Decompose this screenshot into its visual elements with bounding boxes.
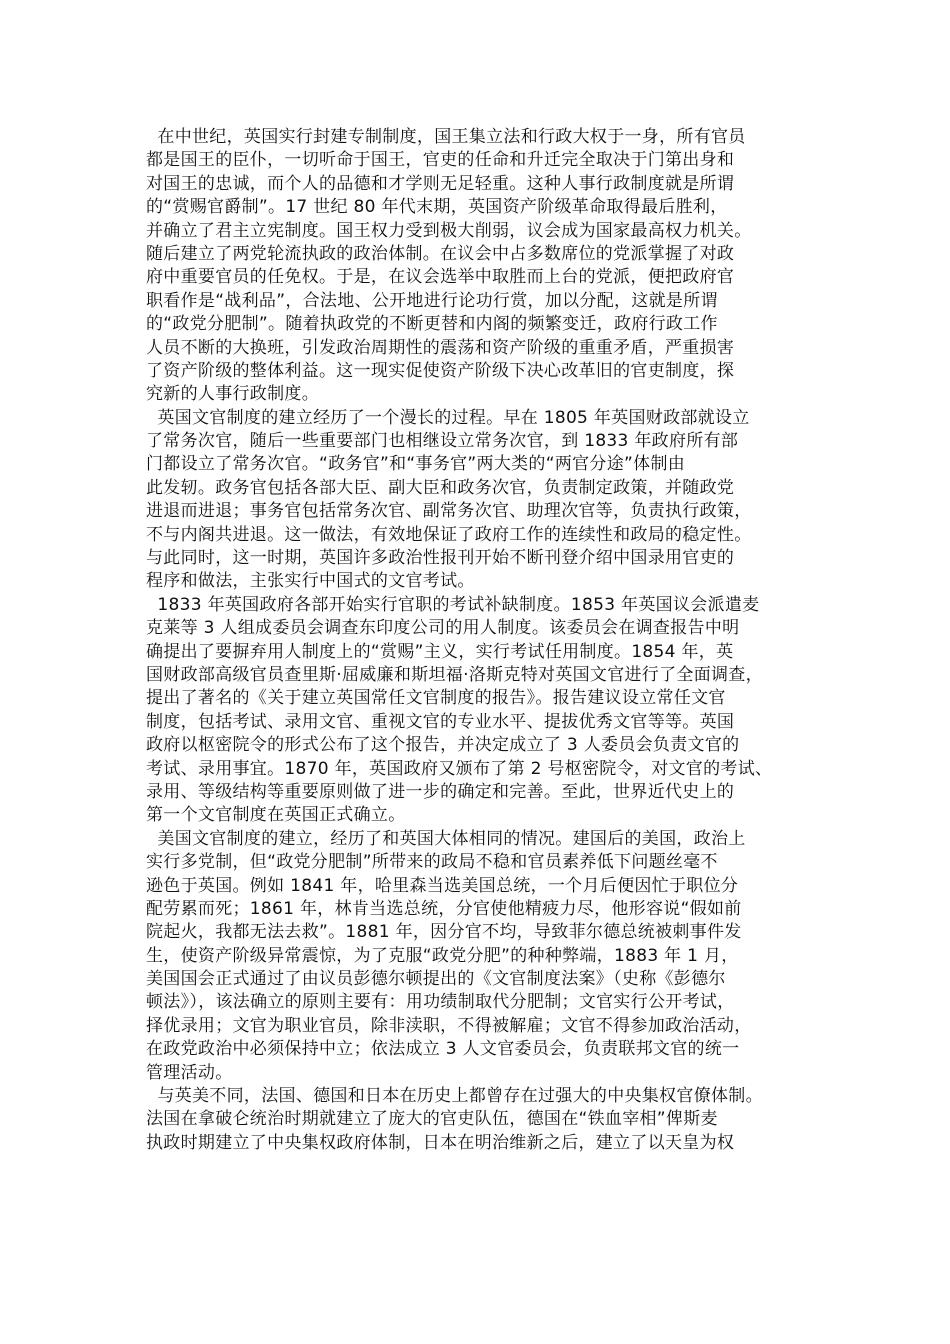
text-line: 随后建立了两党轮流执政的政治体制。在议会中占多数席位的党派掌握了对政: [146, 243, 735, 264]
text-line: 1833 年英国政府各部开始实行官职的考试补缺制度。1853 年英国议会派遣麦: [146, 594, 760, 615]
text-line: 提出了著名的《关于建立英国常任文官制度的报告》。报告建议设立常任文官: [146, 688, 726, 709]
text-line: 程序和做法，主张实行中国式的文官考试。: [146, 571, 475, 592]
text-line: 择优录用；文官为职业官员，除非渎职，不得被解雇；文官不得参加政治活动，: [146, 1015, 752, 1036]
text-line: 的“政党分肥制”。随着执政党的不断更替和内阁的频繁变迁，政府行政工作: [146, 314, 718, 335]
text-line: 美国文官制度的建立，经历了和英国大体相同的情况。建国后的美国，政治上: [146, 828, 746, 849]
text-line: 生，使资产阶级异常震惊，为了克服“政党分肥”的种种弊端，1883 年 1 月，: [146, 945, 739, 966]
text-line: 政府以枢密院令的形式公布了这个报告，并决定成立了 3 人委员会负责文官的: [146, 735, 740, 756]
text-line: 在中世纪，英国实行封建专制制度，国王集立法和行政大权于一身，所有官员: [146, 127, 746, 147]
text-line: 了常务次官，随后一些重要部门也相继设立常务次官，到 1833 年政府所有部: [146, 431, 739, 452]
text-line: 进退而进退；事务官包括常务次官、副常务次官、助理次官等，负责执行政策，: [146, 501, 752, 522]
text-line: 对国王的忠诚，而个人的品德和才学则无足轻重。这种人事行政制度就是所谓: [146, 173, 735, 194]
text-line: 府中重要官员的任免权。于是，在议会选举中取胜而上台的党派，便把政府官: [146, 267, 735, 288]
text-line: 第一个文官制度在英国正式确立。: [146, 805, 406, 826]
text-line: 了资产阶级的整体利益。这一现实促使资产阶级下决心改革旧的官吏制度，探: [146, 360, 735, 381]
text-line: 究新的人事行政制度。: [146, 384, 319, 405]
text-line: 与英美不同，法国、德国和日本在历史上都曾存在过强大的中央集权官僚体制。: [146, 1086, 763, 1107]
text-line: 录用、等级结构等重要原则做了进一步的确定和完善。至此，世界近代史上的: [146, 781, 735, 802]
text-line: 执政时期建立了中央集权政府体制，日本在明治维新之后，建立了以天皇为权: [146, 1132, 735, 1153]
text-line: 职看作是“战利品”，合法地、公开地进行论功行赏，加以分配，这就是所谓: [146, 290, 718, 311]
text-line: 管理活动。: [146, 1062, 233, 1083]
text-line: 门都设立了常务次官。“政务官”和“事务官”两大类的“两官分途”体制由: [146, 454, 686, 475]
text-line: 的“赏赐官爵制”。17 世纪 80 年代末期，英国资产阶级革命取得最后胜利，: [146, 197, 728, 218]
text-line: 此发轫。政务官包括各部大臣、副大臣和政务次官，负责制定政策，并随政党: [146, 477, 735, 498]
text-line: 国财政部高级官员查里斯·屈威廉和斯坦福·洛斯克特对英国文官进行了全面调查，: [146, 664, 763, 685]
text-line: 制度，包括考试、录用文官、重视文官的专业水平、提拔优秀文官等等。英国: [146, 711, 735, 732]
text-line: 并确立了君主立宪制度。国王权力受到极大削弱，议会成为国家最高权力机关。: [146, 220, 752, 241]
text-line: 与此同时，这一时期，英国许多政治性报刊开始不断刊登介绍中国录用官吏的: [146, 548, 735, 569]
text-line: 实行多党制，但“政党分肥制”所带来的政局不稳和官员素养低下问题丝毫不: [146, 852, 718, 873]
text-line: 英国文官制度的建立经历了一个漫长的过程。早在 1805 年英国财政部就设立: [146, 407, 750, 428]
text-line: 确提出了要摒弃用人制度上的“赏赐”主义，实行考试任用制度。1854 年，英: [146, 641, 734, 662]
text-line: 美国国会正式通过了由议员彭德尔顿提出的《文官制度法案》（史称《彭德尔: [146, 969, 726, 990]
text-line: 都是国王的臣仆，一切听命于国王，官吏的任命和升迁完全取决于门第出身和: [146, 150, 735, 171]
text-line: 人员不断的大换班，引发政治周期性的震荡和资产阶级的重重矛盾，严重损害: [146, 337, 735, 358]
text-line: 院起火，我都无法去救”。1881 年，因分官不均，导致菲尔德总统被刺事件发: [146, 922, 742, 943]
text-line: 在政党政治中必须保持中立；依法成立 3 人文官委员会，负责联邦文官的统一: [146, 1039, 740, 1060]
body-text: [146, 126, 826, 1155]
text-line: 配劳累而死；1861 年，林肯当选总统，分官使他精疲力尽，他形容说“假如前: [146, 898, 742, 919]
text-line: 法国在拿破仑统治时期就建立了庞大的官吏队伍，德国在“铁血宰相”俾斯麦: [146, 1109, 718, 1130]
text-line: 逊色于英国。例如 1841 年，哈里森当选美国总统，一个月后便因忙于职位分: [146, 875, 739, 896]
text-line: 顿法》），该法确立的原则主要有：用功绩制取代分肥制；文官实行公开考试，: [146, 992, 735, 1013]
text-line: 不与内阁共进退。这一做法，有效地保证了政府工作的连续性和政局的稳定性。: [146, 524, 752, 545]
text-line: 克莱等 3 人组成委员会调查东印度公司的用人制度。该委员会在调查报告中明: [146, 618, 740, 639]
text-line: 考试、录用事宜。1870 年，英国政府又颁布了第 2 号枢密院令，对文官的考试、: [146, 758, 773, 779]
